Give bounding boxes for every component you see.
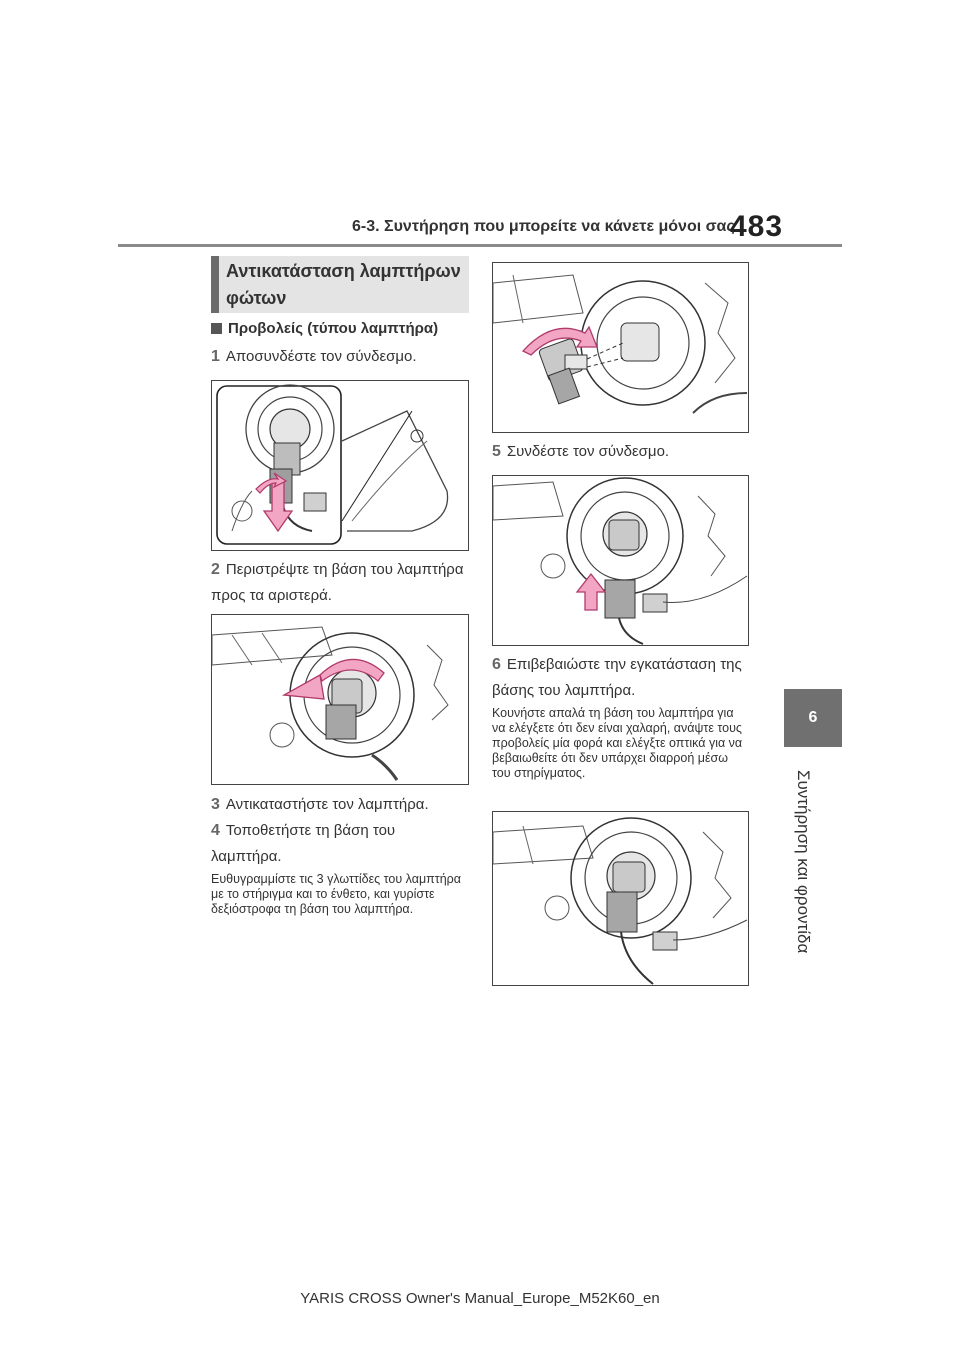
figure-disconnect-connector [211, 380, 469, 551]
figure-remove-bulb [492, 262, 749, 433]
subheading [211, 320, 438, 337]
figure-connect-connector [492, 475, 749, 646]
push-up-arrow-icon [577, 574, 605, 610]
step-1: 1 Αποσυνδέστε τον σύνδεσμο. [211, 348, 417, 365]
step-4: 4 Τοποθετήστε τη βάση του λαμπτήρα. [211, 822, 396, 865]
subheading-text: Προβολείς (τύπου λαμπτήρα) [228, 320, 439, 337]
header-divider [118, 244, 842, 247]
chapter-title-vertical [780, 770, 846, 954]
section-title-bar [211, 256, 219, 313]
step-4-note: Ευθυγραμμίστε τις 3 γλωττίδες του λαμπτήρα με το στήριγμα και το ένθετο, και γυρίστε δεξιόστροφα τη βάση του λαμπτήρα. [211, 872, 461, 916]
section-title: Αντικατάσταση λαμπτήρων φώτων [226, 261, 461, 308]
page-number: 483 [730, 210, 784, 243]
step-6: 6 Επιβεβαιώστε την εγκατάσταση της βάσης του λαμπτήρα. [492, 656, 742, 699]
figure-check-installation [492, 811, 749, 986]
chapter-number: 6 [808, 709, 818, 726]
step-2: 2 Περιστρέψτε τη βάση του λαμπτήρα προς τα αριστερά. [211, 561, 464, 604]
chapter-tab [784, 689, 842, 747]
footer-manual-id: YARIS CROSS Owner's Manual_Europe_M52K60_en [300, 1290, 660, 1307]
step-3: 3 Αντικαταστήστε τον λαμπτήρα. [211, 796, 429, 813]
header-section-title: 6-3. Συντήρηση που μπορείτε να κάνετε μόνοι σας [352, 218, 735, 235]
figure-rotate-bulb-base [211, 614, 469, 785]
square-bullet-icon [211, 323, 222, 334]
chapter-title: Συντήρηση και φροντίδα [794, 770, 813, 954]
step-6-note: Κουνήστε απαλά τη βάση του λαμπτήρα για να ελέγξετε ότι δεν είναι χαλαρή, ανάψτε τους προβολείς μία φορά και ελέγξτε οπτικά για να βεβαιωθείτε ότι δεν υπάρχει διαρροή μέσω του στηρίγματος. [492, 706, 743, 780]
step-5: 5 Συνδέστε τον σύνδεσμο. [492, 443, 670, 460]
